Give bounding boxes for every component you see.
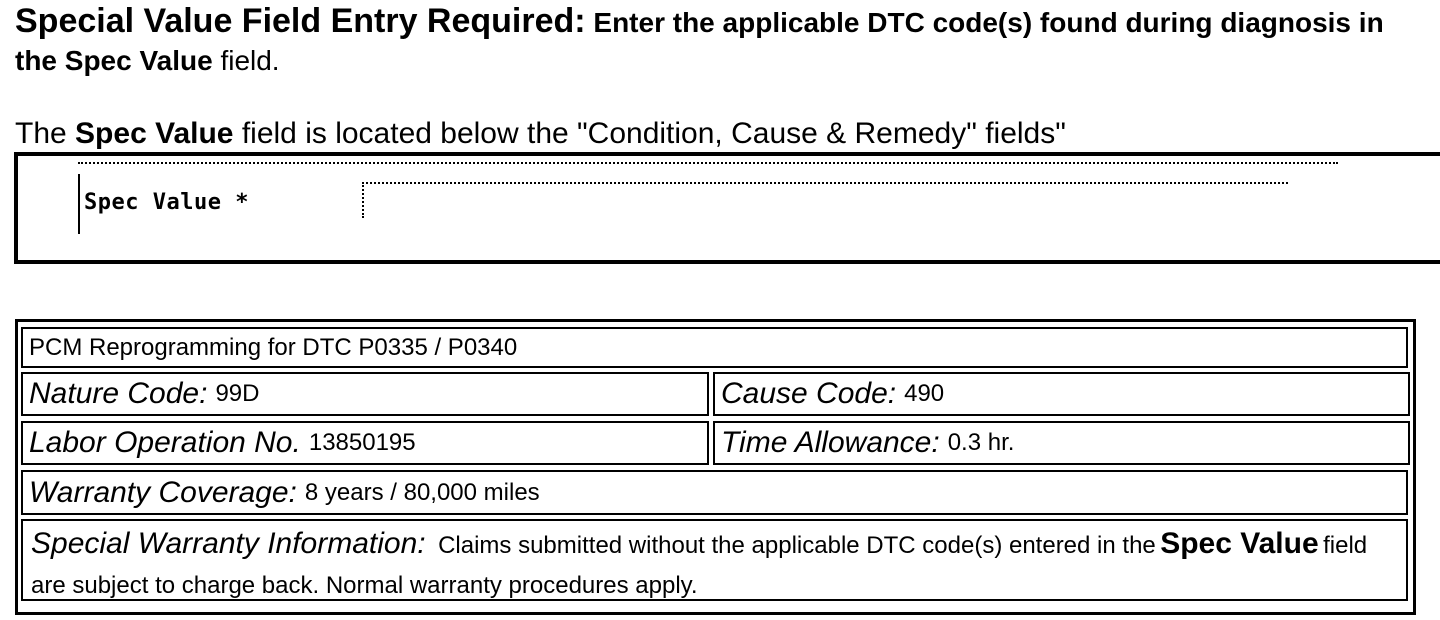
time-allowance-label: Time Allowance:	[721, 426, 940, 459]
time-allowance-value: 0.3 hr.	[947, 429, 1015, 456]
intro-bold-term: Spec Value	[75, 117, 234, 150]
notice-heading	[15, 2, 1415, 80]
special-warranty-cell	[21, 519, 1408, 601]
time-allowance-cell	[713, 421, 1410, 465]
warranty-coverage-value: 8 years / 80,000 miles	[304, 478, 540, 506]
warranty-coverage-cell	[21, 470, 1408, 515]
labor-operation-value: 13850195	[308, 429, 416, 456]
cause-code-label: Cause Code:	[721, 377, 897, 410]
spec-value-field-screenshot	[14, 152, 1440, 264]
special-warranty-bold-term: Spec Value	[1160, 527, 1319, 560]
notice-title: Special Value Field Entry Required:	[15, 2, 586, 40]
spec-value-label: Spec Value *	[84, 190, 249, 215]
intro-text-part2: field is located below the "Condition, Cause & Remedy" fields"	[241, 117, 1066, 150]
notice-bold-term: Spec Value	[64, 45, 213, 76]
warranty-info-table	[15, 319, 1416, 615]
table-title-cell	[21, 327, 1408, 368]
nature-code-label: Nature Code:	[29, 377, 208, 410]
labor-operation-cell	[21, 421, 709, 465]
labor-operation-label: Labor Operation No.	[29, 426, 301, 459]
nature-code-value: 99D	[215, 380, 260, 407]
notice-text-part1: Enter the applicable DTC code(s) found during diagnosis in the	[15, 7, 1384, 76]
special-warranty-text-part2: field are subject to charge back. Normal warranty procedures apply.	[31, 532, 1368, 599]
spec-value-input[interactable]	[362, 182, 1288, 218]
table-title: PCM Reprogramming for DTC P0335 / P0340	[29, 333, 518, 361]
intro-text-part1: The	[15, 117, 67, 150]
field-left-divider	[78, 174, 80, 234]
field-top-divider	[78, 162, 1338, 164]
special-warranty-text-part1: Claims submitted without the applicable DTC code(s) entered in the	[438, 532, 1156, 559]
cause-code-cell	[713, 372, 1410, 416]
field-location-note	[15, 114, 1066, 154]
cause-code-value: 490	[904, 380, 945, 407]
notice-text-part2: field.	[220, 45, 280, 76]
nature-code-cell	[21, 372, 709, 416]
warranty-coverage-label: Warranty Coverage:	[29, 475, 297, 509]
special-warranty-label: Special Warranty Information:	[31, 527, 426, 560]
